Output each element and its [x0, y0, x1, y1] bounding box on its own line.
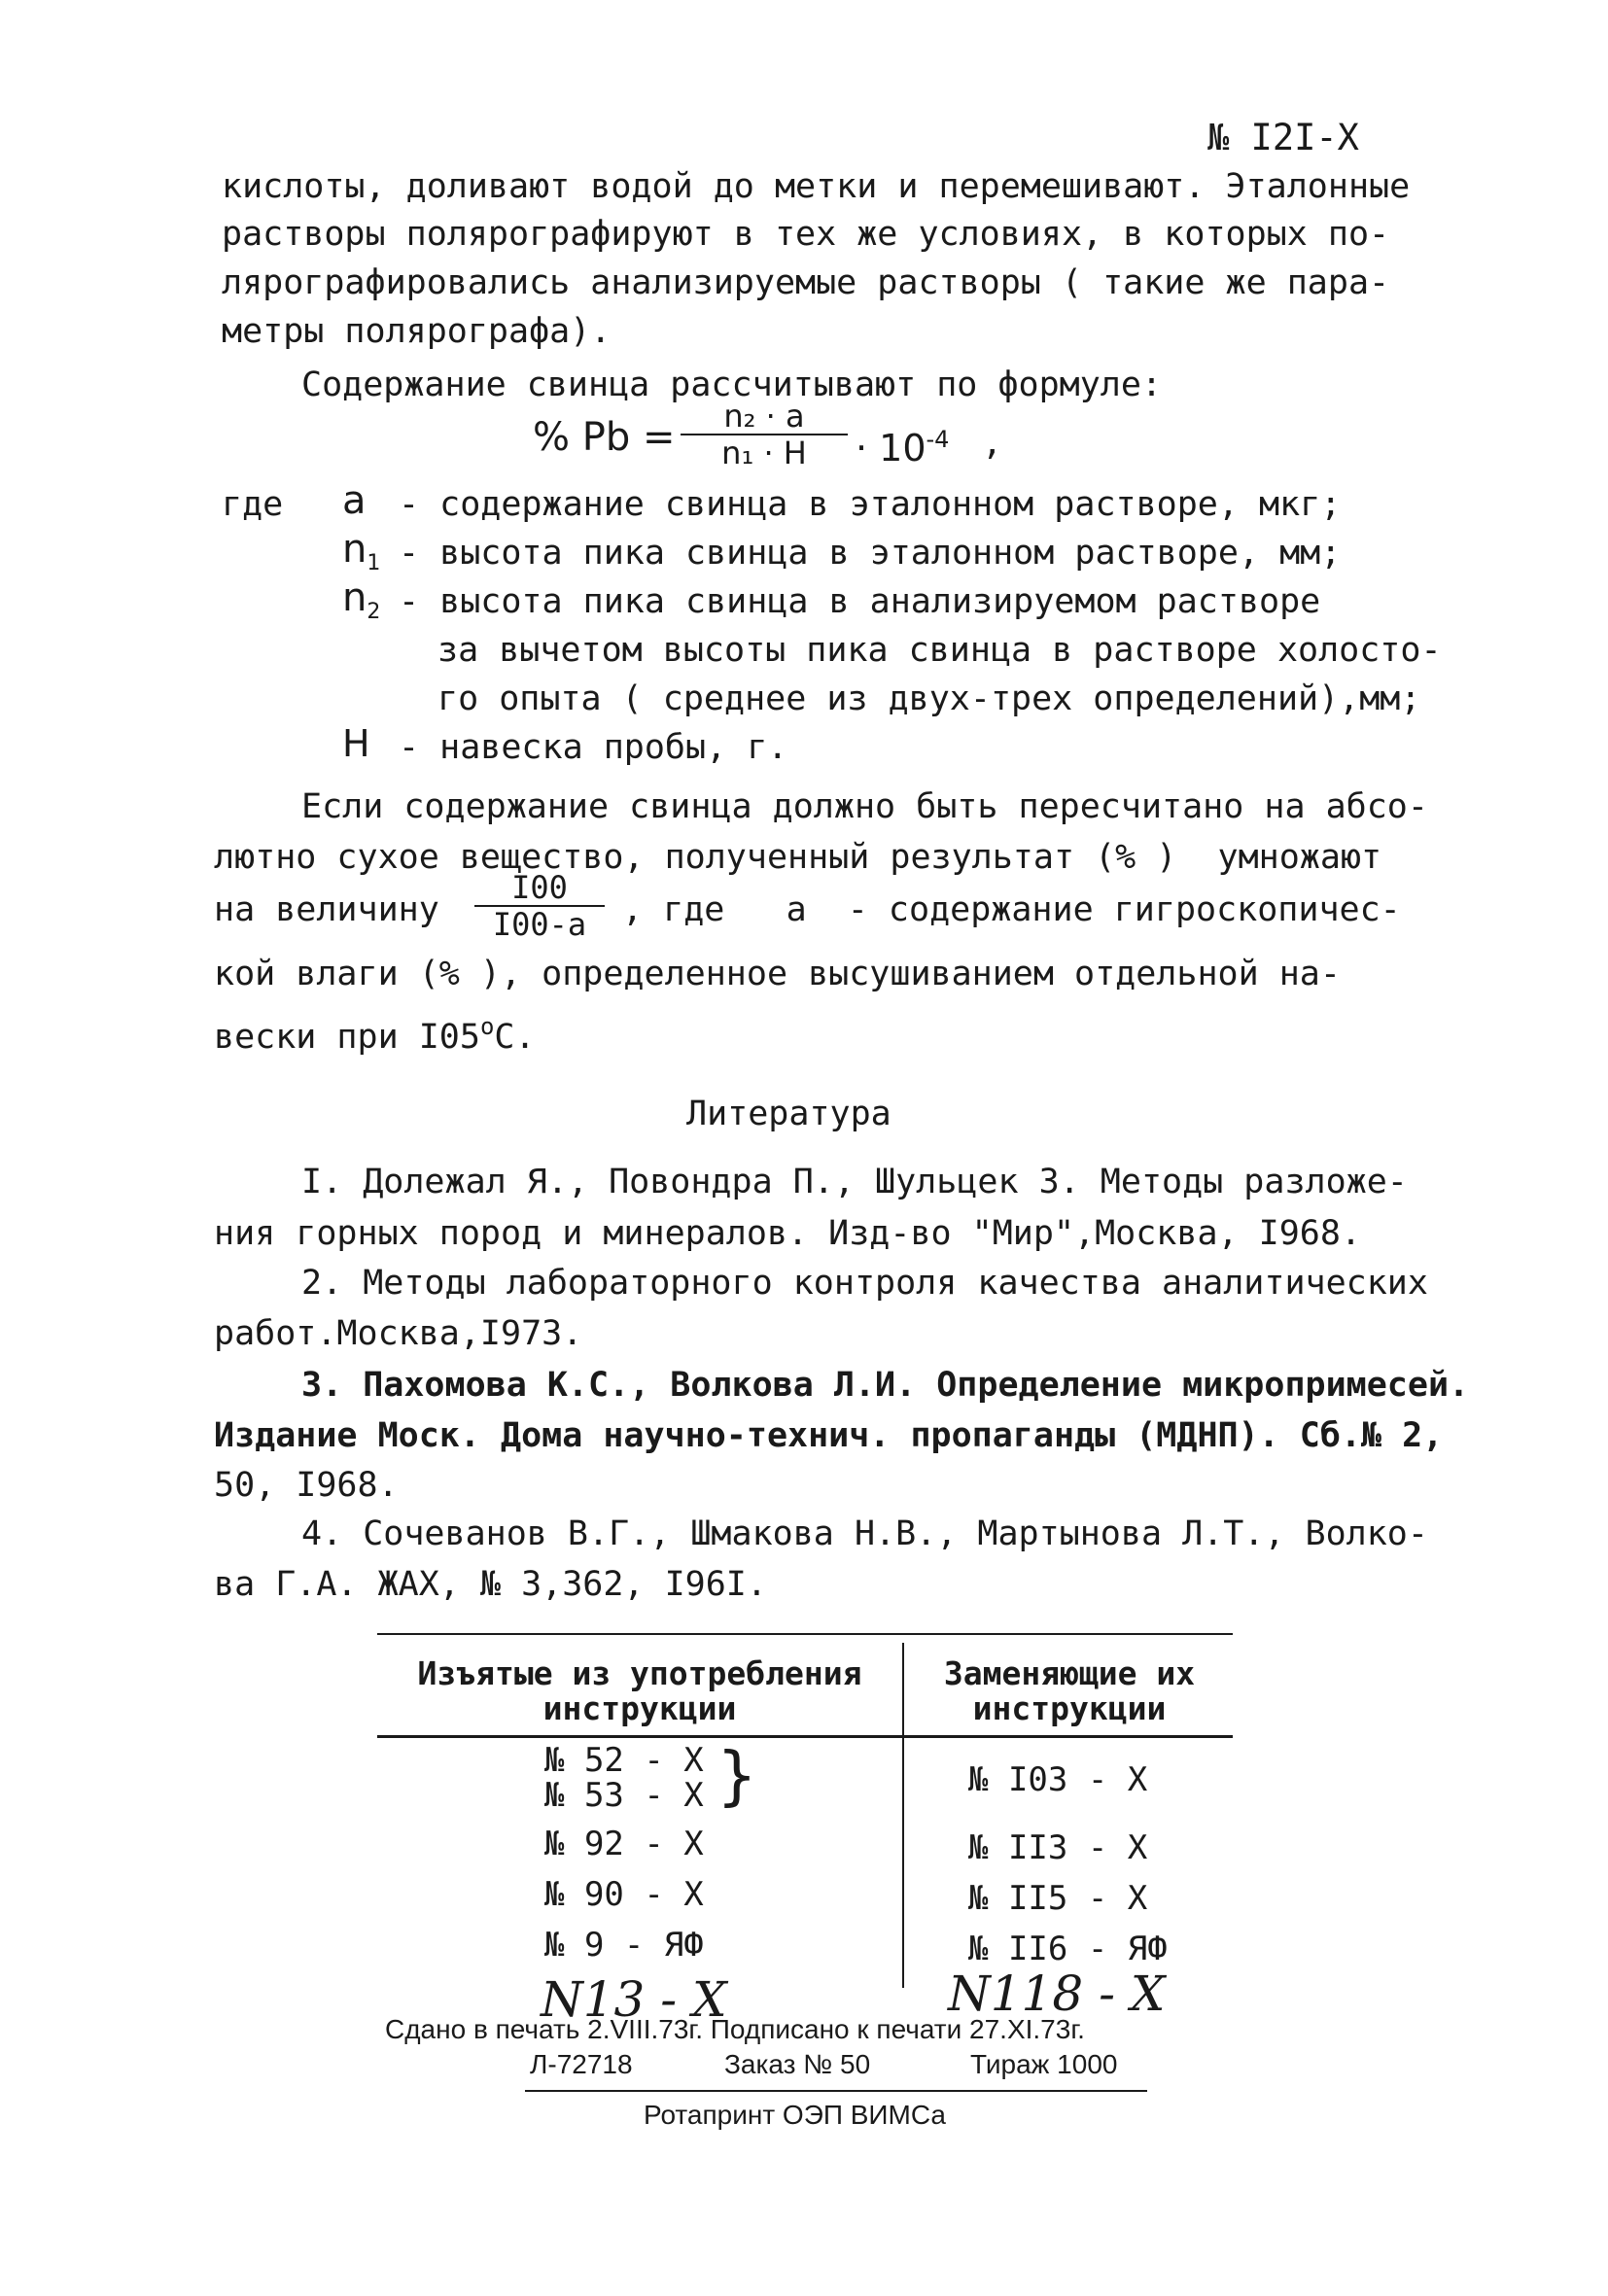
- withdrawn-item: № 9 - ЯФ: [544, 1926, 704, 1965]
- formula-lhs: % Pb =: [533, 415, 676, 460]
- body-line: растворы полярографируют в тех же условиях, в которых по-: [222, 215, 1390, 254]
- colophon-printer: Ротапринт ОЭП ВИМСа: [644, 2100, 946, 2130]
- table-header-rule: [377, 1735, 1233, 1738]
- var-symbol-n2: $n_2$: [342, 575, 381, 624]
- var-definition-cont: го опыта ( среднее из двух-трех определений),мм;: [437, 679, 1421, 718]
- formula-denominator: n₁ · H: [721, 435, 807, 471]
- body-line: лютно сухое вещество, полученный результат (% ) умножают: [214, 838, 1382, 877]
- degree-sign: o: [479, 1013, 495, 1040]
- var-definition-cont: за вычетом высоты пика свинца в растворе холосто-: [437, 631, 1442, 670]
- formula-exponent: -4: [926, 426, 950, 453]
- table-top-rule: [377, 1633, 1233, 1635]
- formula-fraction: [681, 399, 848, 470]
- reference-line: ния горных пород и минералов. Изд-во "Мир",Москва, I968.: [214, 1214, 1362, 1253]
- handwritten-annotation: N118 - X: [948, 1966, 1166, 2022]
- handwritten-annotation: N13 - X: [541, 1971, 727, 2028]
- reference-line: работ.Москва,I973.: [214, 1314, 583, 1353]
- body-line: , где a - содержание гигроскопичес-: [622, 890, 1401, 929]
- var-definition: - высота пика свинца в анализируемом растворе: [399, 582, 1321, 621]
- replacement-item: № I03 - X: [968, 1760, 1148, 1799]
- reference-line: 3. Пахомова К.С., Волкова Л.И. Определение микропримесей.: [301, 1366, 1470, 1405]
- withdrawn-item: № 52 - X: [544, 1741, 704, 1780]
- body-line: Если содержание свинца должно быть пересчитано на абсо-: [301, 787, 1428, 826]
- table-header-replacement: Заменяющие их инструкции: [943, 1654, 1196, 1727]
- withdrawn-item: № 92 - X: [544, 1825, 704, 1863]
- formula-factor: [856, 420, 949, 468]
- document-number: № I2I-X: [1207, 117, 1359, 158]
- reference-line: 2. Методы лабораторного контроля качества аналитических: [301, 1264, 1428, 1303]
- var-symbol-h: H: [342, 722, 370, 765]
- formula-numerator: n₂ · a: [681, 399, 848, 435]
- multiplier-numerator: I00: [474, 870, 605, 907]
- withdrawn-item: № 90 - X: [544, 1875, 704, 1914]
- replacement-item: № II3 - X: [968, 1828, 1148, 1867]
- body-line: лярографировались анализируемые растворы ( такие же пара-: [222, 263, 1390, 302]
- var-definition: - навеска пробы, г.: [399, 728, 788, 767]
- multiplier-fraction: [474, 870, 605, 942]
- var-definition: - содержание свинца в эталонном растворе, мкг;: [399, 485, 1342, 524]
- colophon-dates: Сдано в печать 2.VIII.73г. Подписано к печати 27.XI.73г.: [385, 2014, 1085, 2044]
- body-line: вески при I05$^o$C.: [214, 1013, 536, 1057]
- brace-glyph: }: [717, 1738, 757, 1813]
- colophon-license: Л-72718: [530, 2049, 633, 2079]
- multiplier-denominator: I00-a: [492, 906, 587, 943]
- reference-line: I. Долежал Я., Повондра П., Шульцек З. Методы разложе-: [301, 1163, 1408, 1201]
- var-definition: - высота пика свинца в эталонном растворе, мм;: [399, 534, 1342, 573]
- colophon-order: Заказ № 50: [724, 2049, 871, 2079]
- reference-line: ва Г.А. ЖАХ, № 3,362, I96I.: [214, 1565, 767, 1604]
- withdrawn-item: № 53 - X: [544, 1776, 704, 1815]
- colophon-print-run: Тираж 1000: [970, 2049, 1118, 2079]
- body-line: кислоты, доливают водой до метки и перемешивают. Эталонные: [222, 167, 1411, 206]
- multiplier-label: на величину: [214, 890, 439, 929]
- table-header-withdrawn: Изъятые из употребления инструкции: [417, 1654, 862, 1727]
- references-title: Литература: [686, 1095, 891, 1133]
- body-line: кой влаги (% ), определенное высушиванием отдельной на-: [214, 955, 1341, 993]
- replacement-item: № II6 - ЯФ: [968, 1930, 1168, 1968]
- colophon-rule: [525, 2090, 1147, 2092]
- formula-comma: ,: [982, 424, 1003, 463]
- where-label: где: [222, 485, 284, 524]
- var-symbol-n1: $n_1$: [342, 527, 381, 575]
- formula-intro: Содержание свинца рассчитывают по формуле:: [301, 365, 1163, 404]
- replacement-item: № II5 - X: [968, 1879, 1148, 1918]
- body-line: метры полярографа).: [222, 312, 612, 351]
- reference-line: 4. Сочеванов В.Г., Шмакова Н.В., Мартынова Л.Т., Волко-: [301, 1514, 1428, 1553]
- var-symbol-a: a: [342, 478, 367, 523]
- formula-factor-text: · 10: [856, 427, 926, 470]
- reference-line: Издание Моск. Дома научно-технич. пропаганды (МДНП). Сб.№ 2,: [214, 1416, 1444, 1455]
- reference-line: 50, I968.: [214, 1466, 399, 1505]
